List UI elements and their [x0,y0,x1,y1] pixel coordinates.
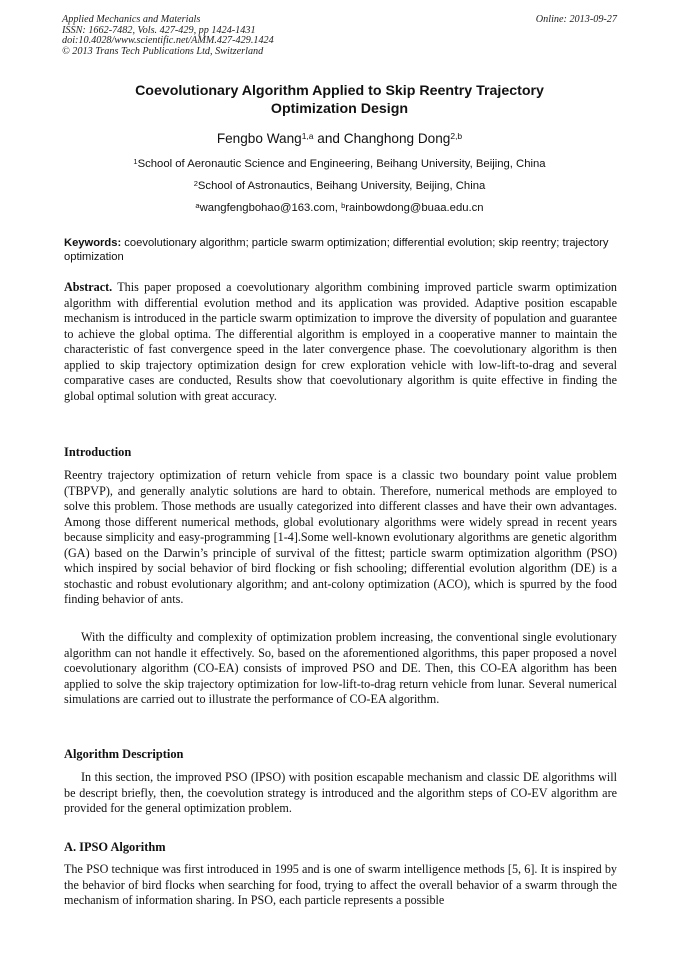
abstract-text: This paper proposed a coevolutionary algorithm combining improved particle swarm optimization algorithm with differential evolution method and its application was provided. Adaptive position escapable mechanism is introduced in the particle swarm optimization to improve the diversity of population and guarantee to achieve the global optima. The differential algorithm is employed in a cooperative manner to maintain the characteristic of fast convergence speed in the later convergence phase. The coevolutionary algorithm is then applied to skip trajectory optimization design for crew exploration vehicle with low-lift-to-drag and several comparative cases are conducted, Results show that coevolutionary algorithm is quite effective in finding the global optimal solution with great accuracy. [64,280,617,403]
online-date: Online: 2013-09-27 [535,14,617,25]
introduction-heading: Introduction [64,445,132,459]
doi-line: doi:10.4028/www.scientific.net/AMM.427-429.1424 [62,35,274,47]
email-a-sup: a [195,201,200,210]
abstract-label: Abstract. [64,280,113,294]
affiliation-1-sup: 1 [133,157,138,166]
keywords [64,236,617,265]
ipso-paragraph-1: The PSO technique was first introduced in 1995 and is one of swarm intelligence methods [5, 6]. It is inspired by the behavior of bird flocks when searching for food, trying to affect the overall behavior of a swarm through the mechanism of information sharing. In PSO, each particle represents a possible [64,862,617,907]
introduction-paragraph-2: With the difficulty and complexity of optimization problem increasing, the conventional single evolutionary algorithm can not handle it effectively. So, based on the aforementioned algorithms, this paper proposed a novel coevolutionary algorithm (CO-EA) consists of improved PSO and DE. Then, this CO-EA algorithm has been applied to solve the skip trajectory optimization for low-lift-to-drag return vehicle from lunar. Several numerical simulations are carried out to illustrate the performance of CO-EA algorithm. [64,630,617,706]
algorithm-paragraph-1: In this section, the improved PSO (IPSO) with position escapable mechanism and classic DE algorithms will be descript briefly, then, the coevolution strategy is introduced and the algorithm steps of CO-EV algorithm are provided for the general optimization problem. [64,770,617,815]
email-b: rainbowdong@buaa.edu.cn [345,202,484,214]
author-conjunction: and [313,131,344,146]
copyright-line: © 2013 Trans Tech Publications Ltd, Switzerland [62,45,264,57]
keywords-text: coevolutionary algorithm; particle swarm optimization; differential evolution; skip reentry; trajectory optimization [64,237,609,264]
journal-name: Applied Mechanics and Materials [62,14,201,25]
affiliation-1 [62,157,617,171]
author-1-sup: 1,a [301,131,314,141]
affiliation-2-sup: 2 [193,179,198,188]
journal-header [62,15,617,57]
affiliation-2-text: School of Astronautics, Beihang University, Beijing, China [197,180,486,192]
author-2: Changhong Dong [343,131,451,146]
introduction-paragraph-1: Reentry trajectory optimization of return vehicle from space is a classic two boundary point value problem (TBPVP), and generally analytic solutions are hard to obtain. Therefore, numerical methods are employed to solve this problem. Those methods are usually categorized into different classes and have their own advantages. Among those different numerical methods, global evolutionary algorithms were widely spread in recent years because simplicity and easy-programming [1-4].Some well-known evolutionary algorithms are genetic algorithm (GA) based on the Darwin’s principle of survival of the fittest; particle swarm optimization algorithm (PSO) which inspired by social behavior of bird flocking or fish schooling; differential evolution algorithm (DE) is a stochastic and robust evolutionary algorithm; and ant-colony optimization (ACO), which is spurred by the food finding behavior of ants. [64,468,617,606]
author-1: Fengbo Wang [216,131,302,146]
affiliation-2 [62,179,617,193]
paper-title [62,82,617,118]
email-a: wangfengbohao@163.com, [199,202,342,214]
author-line [62,131,617,147]
title-line-2: Optimization Design [270,101,409,117]
title-line-1: Coevolutionary Algorithm Applied to Skip Reentry Trajectory [135,83,544,99]
abstract [64,280,617,404]
algorithm-heading: Algorithm Description [64,747,184,761]
keywords-label: Keywords: [64,237,122,249]
ipso-heading: A. IPSO Algorithm [64,840,166,854]
email-b-sup: b [341,201,346,210]
affiliation-1-text: School of Aeronautic Science and Engineering, Beihang University, Beijing, China [137,158,546,170]
author-2-sup: 2,b [450,131,463,141]
issn-line: ISSN: 1662-7482, Vols. 427-429, pp 1424-1431 [62,24,256,36]
email-line [62,201,617,215]
